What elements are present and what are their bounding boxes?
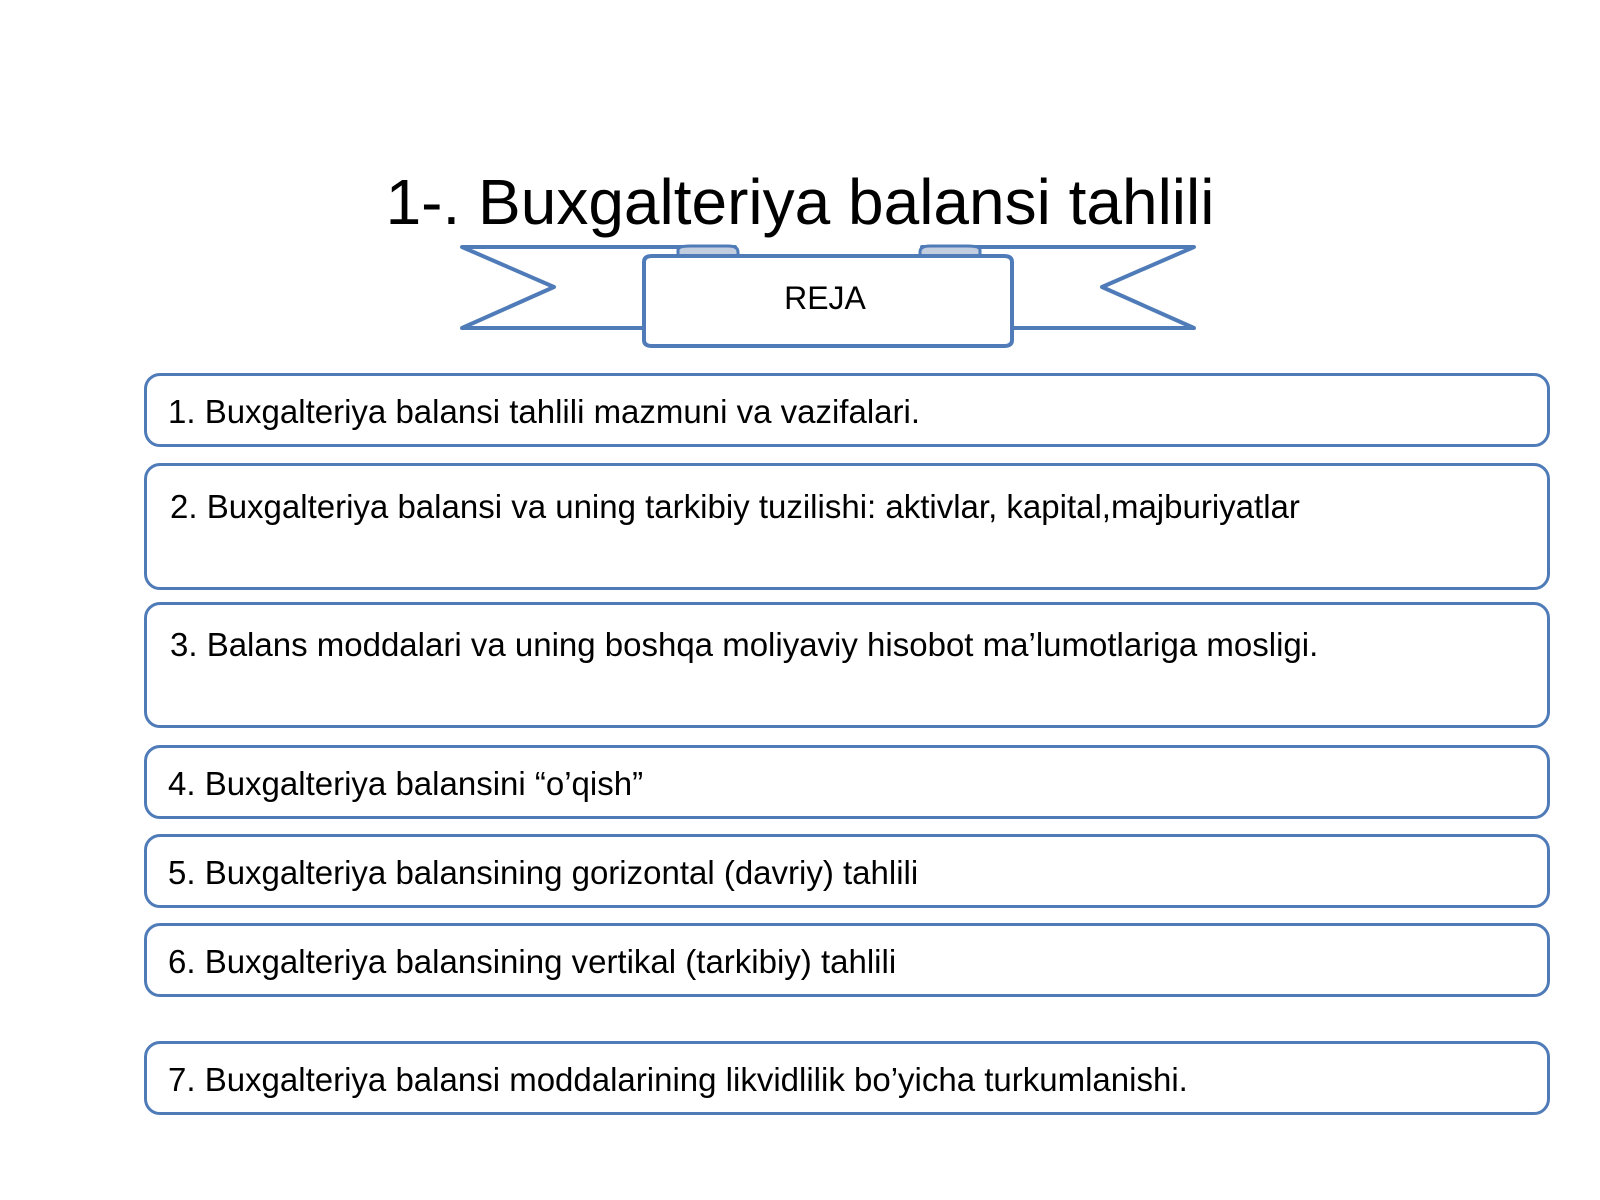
plan-item-text: 1. Buxgalteriya balansi tahlili mazmuni va vazifalari. <box>168 393 921 430</box>
plan-item-4 <box>144 745 1550 819</box>
plan-item-5 <box>144 834 1550 908</box>
ribbon-label: REJA <box>784 280 866 316</box>
plan-item-1 <box>144 373 1550 447</box>
slide-title: 1-. Buxgalteriya balansi tahlili <box>385 166 1215 238</box>
plan-item-text: 4. Buxgalteriya balansini “o’qish” <box>168 765 644 802</box>
plan-item-2 <box>144 463 1550 590</box>
plan-item-3 <box>144 602 1550 728</box>
plan-item-6 <box>144 923 1550 997</box>
plan-item-text: 3. Balans moddalari va uning boshqa moliyaviy hisobot ma’lumotlariga mosligi. <box>170 626 1319 663</box>
plan-item-text: 2. Buxgalteriya balansi va uning tarkibiy tuzilishi: aktivlar, kapital,majburiyatlar <box>170 488 1300 525</box>
plan-item-7 <box>144 1041 1550 1115</box>
plan-item-text: 5. Buxgalteriya balansining gorizontal (davriy) tahlili <box>168 854 919 891</box>
plan-item-text: 6. Buxgalteriya balansining vertikal (tarkibiy) tahlili <box>168 943 897 980</box>
plan-item-text: 7. Buxgalteriya balansi moddalarining likvidlilik bo’yicha turkumlanishi. <box>168 1061 1188 1098</box>
